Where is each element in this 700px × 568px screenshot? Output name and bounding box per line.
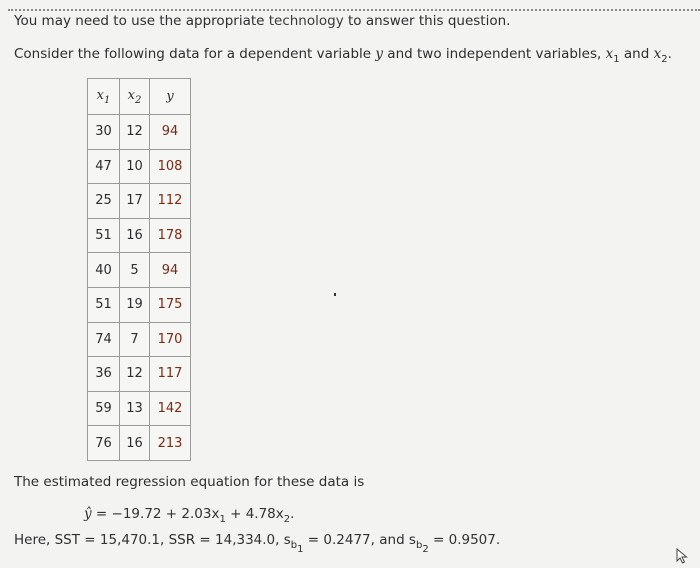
cell-y: 112 — [150, 184, 191, 219]
stray-mark — [334, 293, 336, 296]
sst-value: 15,470.1 — [99, 532, 161, 548]
cell-y: 213 — [150, 426, 191, 461]
cell-y: 170 — [150, 322, 191, 357]
cell-y: 94 — [150, 253, 191, 288]
table-row — [88, 287, 191, 322]
header-y: y — [150, 79, 191, 115]
table-row — [88, 218, 191, 253]
cell-x2: 19 — [120, 287, 150, 322]
regression-statistics: Here, SST = 15,470.1, SSR = 14,334.0, $s_{b_1} = 0.2477$, and $s_{b_2} = 0.9507$. — [14, 532, 501, 555]
cell-x1: 25 — [88, 184, 120, 219]
estimated-equation-intro: The estimated regression equation for these data is — [14, 474, 365, 490]
table-row — [88, 391, 191, 426]
cell-x2: 12 — [120, 357, 150, 392]
cell-x1: 36 — [88, 357, 120, 392]
cell-x2: 10 — [120, 149, 150, 184]
table-row — [88, 184, 191, 219]
sb2-value: 0.9507 — [448, 532, 496, 548]
cell-y: 175 — [150, 287, 191, 322]
question-prompt: Consider the following data for a dependent variable y and two independent variables, $x_1$ and $x_2$. — [14, 46, 672, 65]
table-row — [88, 357, 191, 392]
cell-x1: 76 — [88, 426, 120, 461]
ssr-value: 14,334.0 — [215, 532, 276, 548]
header-x2: $x_2$ — [120, 79, 150, 115]
table-row — [88, 149, 191, 184]
table-row — [88, 253, 191, 288]
technology-notice: You may need to use the appropriate technology to answer this question. — [14, 13, 511, 29]
cell-x2: 7 — [120, 322, 150, 357]
table-header-row — [88, 79, 191, 115]
technology-link[interactable]: technology — [268, 13, 344, 29]
cell-x2: 5 — [120, 253, 150, 288]
cell-x1: 51 — [88, 218, 120, 253]
cell-x1: 30 — [88, 115, 120, 150]
mouse-pointer-icon — [676, 548, 690, 568]
cell-x1: 40 — [88, 253, 120, 288]
table-row — [88, 115, 191, 150]
cell-y: 117 — [150, 357, 191, 392]
cell-x2: 16 — [120, 426, 150, 461]
table-row — [88, 426, 191, 461]
cell-y: 108 — [150, 149, 191, 184]
cell-x1: 51 — [88, 287, 120, 322]
cell-x1: 59 — [88, 391, 120, 426]
cell-x2: 17 — [120, 184, 150, 219]
cell-x1: 74 — [88, 322, 120, 357]
cell-y: 94 — [150, 115, 191, 150]
sb1-value: 0.2477 — [323, 532, 371, 548]
table-row — [88, 322, 191, 357]
cell-x1: 47 — [88, 149, 120, 184]
data-table — [87, 78, 191, 461]
dotted-top-divider — [8, 9, 700, 11]
cell-x2: 16 — [120, 218, 150, 253]
cell-y: 178 — [150, 218, 191, 253]
cell-x2: 13 — [120, 391, 150, 426]
regression-equation: ŷ = $-19.72 + 2.03x_1 + 4.78x_2$. — [84, 506, 295, 525]
cell-x2: 12 — [120, 115, 150, 150]
cell-y: 142 — [150, 391, 191, 426]
header-x1: $x_1$ — [88, 79, 120, 115]
